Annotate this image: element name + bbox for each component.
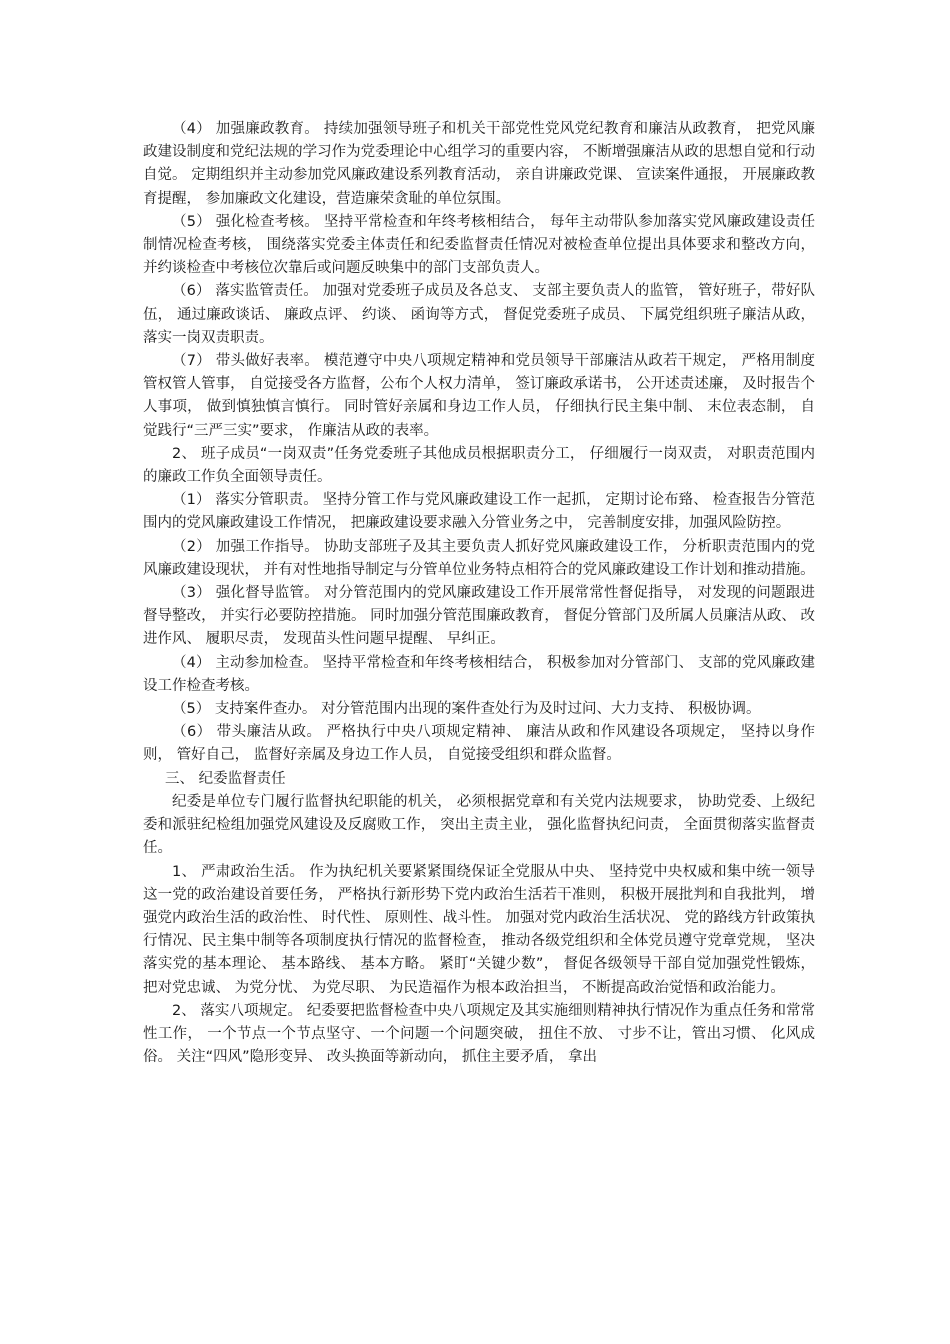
paragraph-work-guidance: （2） 加强工作指导。 协助支部班子及其主要负责人抓好党风廉政建设工作， 分析职责范围内的党风廉政建设现状， 并有对性地指导制定与分管单位业务特点相符合的党风廉政建设工作计划和推动措施。 [143,538,815,578]
paragraph-political-life: 1、 严肃政治生活。 作为执纪机关要紧紧围绕保证全党服从中央、 坚持党中央权威和集中统一领导这一党的政治建设首要任务， 严格执行新形势下党内政治生活若干准则， 积极开展批判和自我批判， 增强党内政治生活的政治性、 时代性、 原则性、战斗性。 加强对党内政治生活状况、 党的路线方针政策执行情况、民主集中制等各项制度执行情况的监督检查， 推动各级党组织和全体党员遵守党章党规， 坚决落实党的基本理论、 基本路线、 基本方略。 紧盯“关键少数”， 督促各级领导干部自觉加强党性锻炼， 把对党忠诚、 为党分忧、 为党尽职、 为民造福作为根本政治担当， 不断提高政治觉悟和政治能力。 [143,863,815,996]
paragraph-strengthen-education: （4） 加强廉政教育。 持续加强领导班子和机关干部党性党风党纪教育和廉洁从政教育， 把党风廉政建设制度和党纪法规的学习作为党委理论中心组学习的重要内容， 不断增强廉洁从政的思想自觉和行动自觉。 定期组织并主动参加党风廉政建设系列教育活动， 亲自讲廉政党课、 宣读案件通报， 开展廉政教育提醒， 参加廉政文化建设，营造廉荣贪耻的单位氛围。 [143,121,815,207]
paragraph-support-cases: （5） 支持案件查办。 对分管范围内出现的案件查处行为及时过问、大力支持、 积极协调。 [172,701,761,718]
paragraph-set-example: （7） 带头做好表率。 模范遵守中央八项规定精神和党员领导干部廉洁从政若干规定， 严格用制度管权管人管事， 自觉接受各方监督，公布个人权力清单， 签订廉政承诺书， 公开述责述廉， 及时报告个人事项， 做到慎独慎言慎行。 同时管好亲属和身边工作人员， 仔细执行民主集中制、 末位表态制， 自觉践行“三严三实”要求， 作廉洁从政的表率。 [143,353,815,439]
paragraph-one-post-two-duties: 2、 班子成员“一岗双责”任务党委班子其他成员根据职责分工， 仔细履行一岗双责， 对职责范围内的廉政工作负全面领导责任。 [143,445,815,486]
paragraph-divisional-duties: （1） 落实分管职责。 坚持分管工作与党风廉政建设工作一起抓， 定期讨论布臵、 检查报告分管范围内的党风廉政建设工作情况， 把廉政建设要求融入分管业务之中， 完善制度安排，加强风险防控。 [143,492,815,532]
paragraph-supervision-guidance: （3） 强化督导监管。 对分管范围内的党风廉政建设工作开展常常性督促指导， 对发现的问题跟进督导整改， 并实行必要防控措施。 同时加强分管范围廉政教育， 督促分管部门及所属人员廉洁从政、 改进作风、 履职尽责， 发现苗头性问题早提醒、 早纠正。 [143,585,815,648]
paragraph-discipline-committee-intro: 纪委是单位专门履行监督执纪职能的机关， 必须根据党章和有关党内法规要求， 协助党委、上级纪委和派驻纪检组加强党风建设及反腐败工作， 突出主责主业， 强化监督执纪问责， 全面贯彻落实监督责任。 [143,793,815,857]
section-heading-discipline-committee: 三、 纪委监督责任 [165,770,286,787]
document-body [143,118,815,1069]
paragraph-supervision-responsibility: （6） 落实监管责任。 加强对党委班子成员及各总支、 支部主要负责人的监管， 管好班子，带好队伍， 通过廉政谈话、 廉政点评、 约谈、 函询等方式， 督促党委班子成员、 下属党组织班子廉洁从政，落实一岗双责职责。 [143,283,815,346]
paragraph-clean-governance: （6） 带头廉洁从政。 严格执行中央八项规定精神、 廉洁从政和作风建设各项规定， 坚持以身作则， 管好自己， 监督好亲属及身边工作人员， 自觉接受组织和群众监督。 [143,724,815,764]
paragraph-eight-regulations: 2、 落实八项规定。 纪委要把监督检查中央八项规定及其实施细则精神执行情况作为重点任务和常常性工作， 一个节点一个节点坚守、一个问题一个问题突破， 扭住不放、 寸步不让，管出习惯、 化风成俗。 关注“四风”隐形变异、 改头换面等新动向， 抓住主要矛盾， 拿出 [143,1002,815,1066]
paragraph-join-inspection: （4） 主动参加检查。 坚持平常检查和年终考核相结合， 积极参加对分管部门、 支部的党风廉政建设工作检查考核。 [143,654,815,694]
paragraph-inspection-assessment: （5） 强化检查考核。 坚持平常检查和年终考核相结合， 每年主动带队参加落实党风廉政建设责任制情况检查考核， 围绕落实党委主体责任和纪委监督责任情况对被检查单位提出具体要求和整改方向， 并约谈检查中考核位次靠后或问题反映集中的部门支部负责人。 [143,213,815,277]
